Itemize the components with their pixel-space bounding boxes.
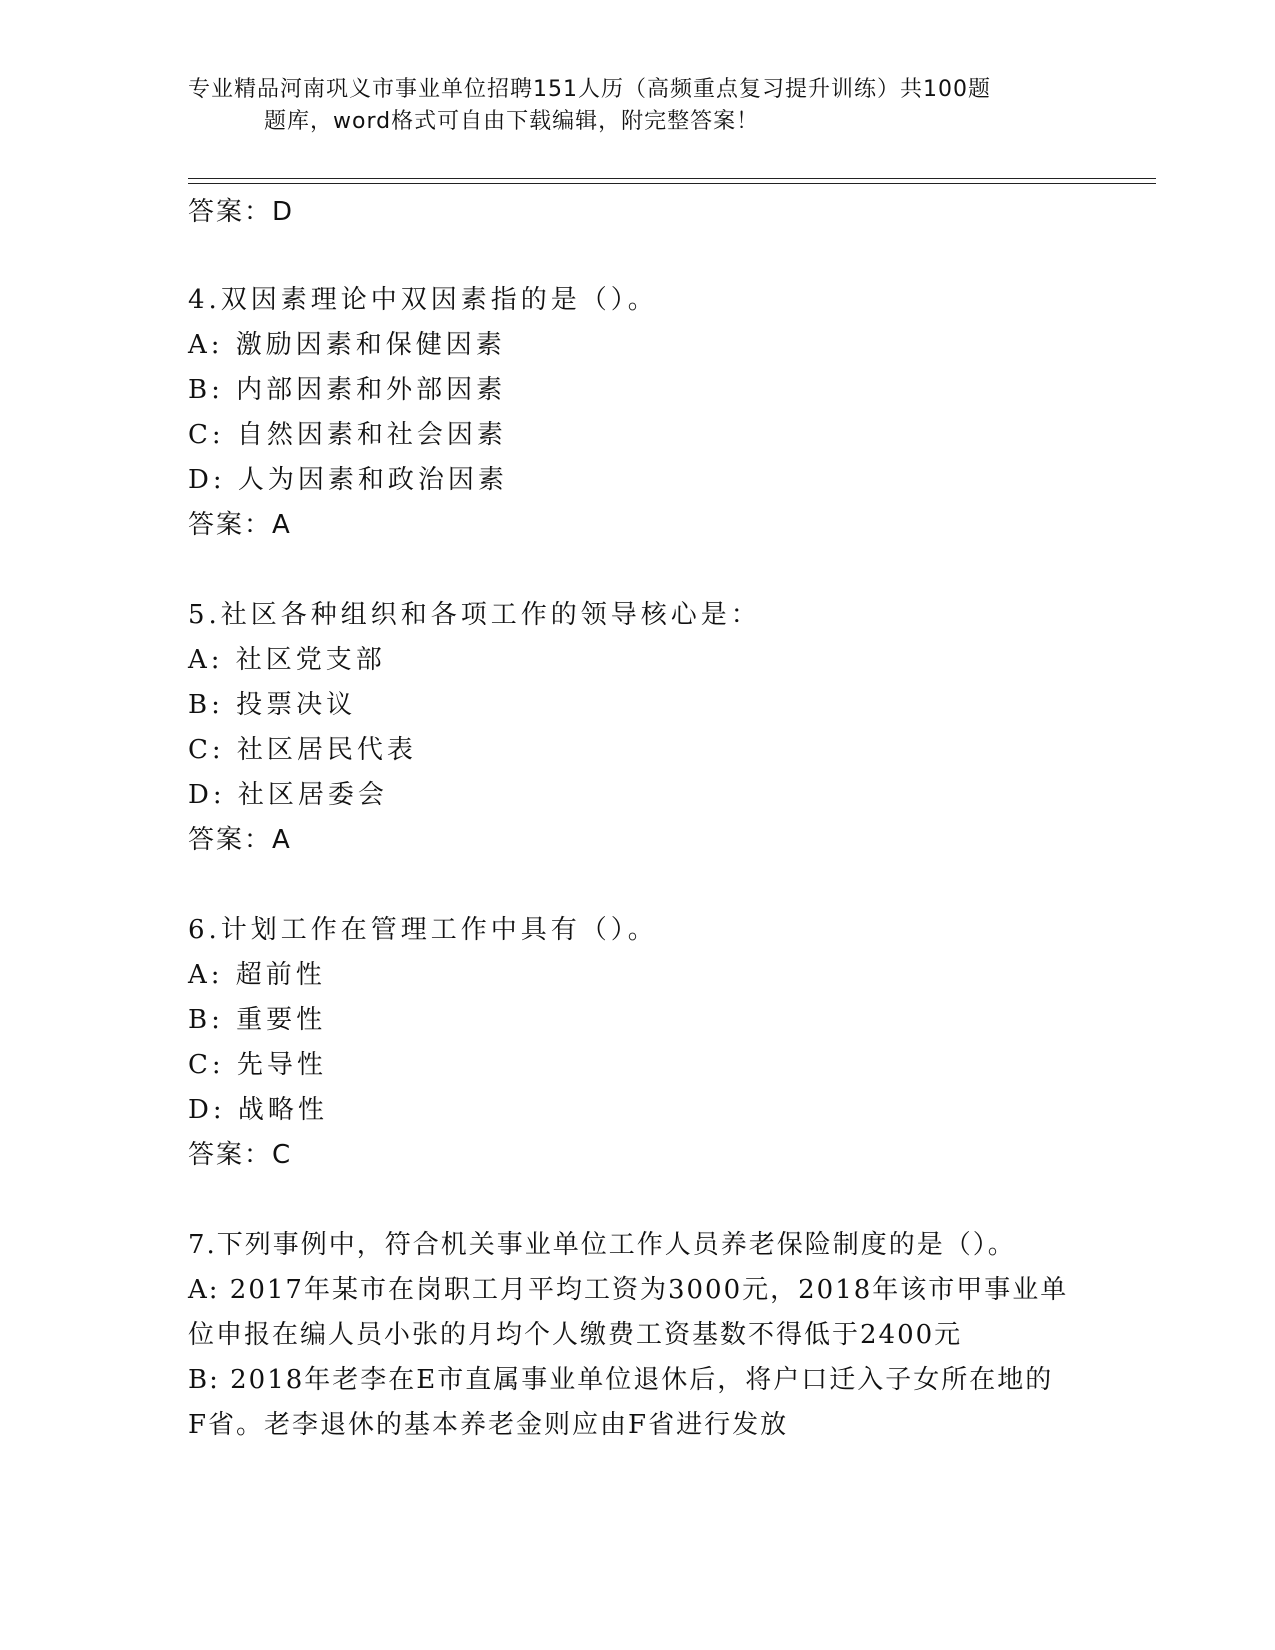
option-a-line-1: A: 2017年某市在岗职工月平均工资为3000元，2018年该市甲事业单: [188, 1275, 1069, 1305]
answer: 答案：A: [188, 510, 292, 540]
answer: 答案：C: [188, 1140, 293, 1170]
question-4: [188, 278, 1088, 547]
option-b-line-1: B: 2018年老李在E市直属事业单位退休后，将户口迁入子女所在地的: [188, 1365, 1054, 1395]
document-header: [188, 74, 1088, 138]
option-c: C: 先导性: [188, 1050, 327, 1080]
option-a: A: 社区党支部: [188, 645, 386, 675]
option-b: B: 内部因素和外部因素: [188, 375, 507, 405]
question-text: 4.双因素理论中双因素指的是（）。: [188, 285, 658, 315]
answer-previous-question: 答案：D: [188, 197, 295, 227]
option-d: D: 人为因素和政治因素: [188, 465, 508, 495]
question-text: 6.计划工作在管理工作中具有（）。: [188, 915, 658, 945]
option-b-line-2: F省。老李退休的基本养老金则应由F省进行发放: [188, 1410, 789, 1440]
header-divider-bottom: [188, 183, 1156, 184]
option-b: B: 重要性: [188, 1005, 327, 1035]
option-a-line-2: 位申报在编人员小张的月均个人缴费工资基数不得低于2400元: [188, 1320, 963, 1350]
header-divider-top: [188, 178, 1156, 179]
option-d: D: 战略性: [188, 1095, 328, 1125]
header-title-line-1: 专业精品河南巩义市事业单位招聘151人历（高频重点复习提升训练）共100题: [188, 77, 991, 102]
answer: 答案：A: [188, 825, 292, 855]
question-7: [188, 1223, 1088, 1448]
header-title-line-2: 题库，word格式可自由下载编辑，附完整答案！: [264, 109, 760, 134]
option-c: C: 社区居民代表: [188, 735, 417, 765]
option-c: C: 自然因素和社会因素: [188, 420, 507, 450]
question-6: [188, 908, 1088, 1177]
question-5: [188, 593, 1088, 862]
question-list: [188, 190, 1088, 1448]
option-d: D: 社区居委会: [188, 780, 388, 810]
option-a: A: 激励因素和保健因素: [188, 330, 506, 360]
question-text: 7.下列事例中，符合机关事业单位工作人员养老保险制度的是（）。: [188, 1230, 1016, 1260]
question-text: 5.社区各种组织和各项工作的领导核心是：: [188, 600, 761, 630]
option-b: B: 投票决议: [188, 690, 357, 720]
option-a: A: 超前性: [188, 960, 326, 990]
